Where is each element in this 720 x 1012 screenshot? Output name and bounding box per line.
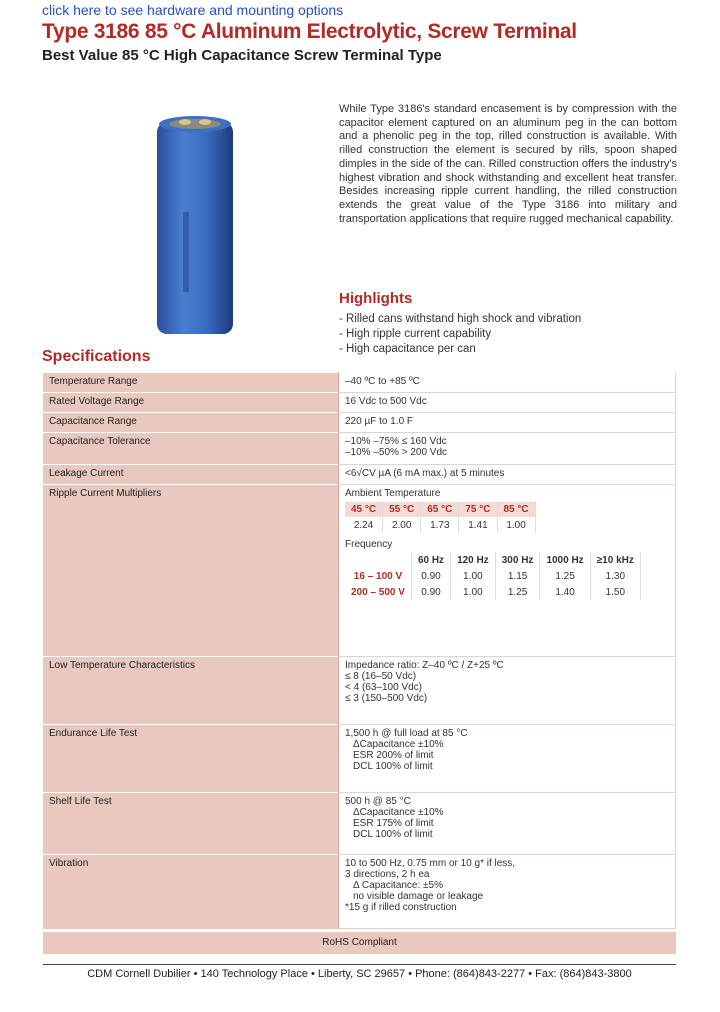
spec-value xyxy=(339,725,676,793)
freq-header: 1000 Hz xyxy=(540,553,590,569)
spec-value xyxy=(339,657,676,725)
temp-value: 2.24 xyxy=(345,518,383,534)
spec-label: Leakage Current xyxy=(43,465,339,485)
freq-value: 1.25 xyxy=(540,569,590,585)
spec-line: Δ Capacitance: ±5% xyxy=(353,880,443,891)
table-row xyxy=(43,725,676,793)
capacitor-image xyxy=(155,112,235,342)
freq-header: 300 Hz xyxy=(495,553,540,569)
spec-line: 3 directions, 2 h ea xyxy=(345,869,430,880)
spec-label: Capacitance Tolerance xyxy=(43,433,339,465)
voltage-range: 16 – 100 V xyxy=(345,569,411,585)
blank-cell xyxy=(345,553,411,569)
freq-header: 120 Hz xyxy=(451,553,496,569)
table-row xyxy=(43,413,676,433)
spec-label: Endurance Life Test xyxy=(43,725,339,793)
page-subtitle: Best Value 85 °C High Capacitance Screw Terminal Type xyxy=(42,47,442,64)
spec-line: ESR 200% of limit xyxy=(353,750,434,761)
ambient-temp-label: Ambient Temperature xyxy=(345,488,441,499)
table-row xyxy=(43,657,676,725)
spec-value xyxy=(339,855,676,929)
table-row xyxy=(43,465,676,485)
spec-label: Rated Voltage Range xyxy=(43,393,339,413)
spec-label: Ripple Current Multipliers xyxy=(43,485,339,657)
spec-line: no visible damage or leakage xyxy=(353,891,484,902)
highlight-item: - High capacitance per can xyxy=(339,343,476,355)
temp-value: 1.00 xyxy=(497,518,535,534)
spec-line: ΔCapacitance ±10% xyxy=(353,739,444,750)
spec-value xyxy=(339,485,676,657)
freq-value: 1.00 xyxy=(451,585,496,601)
spec-value: 220 µF to 1.0 F xyxy=(339,413,676,433)
table-row xyxy=(345,569,640,585)
table-row xyxy=(43,393,676,413)
freq-value: 1.15 xyxy=(495,569,540,585)
frequency-label: Frequency xyxy=(345,539,393,550)
temp-header: 65 °C xyxy=(421,502,459,518)
table-row xyxy=(43,793,676,855)
hardware-mounting-link[interactable]: click here to see hardware and mounting options xyxy=(42,2,344,18)
temp-header: 45 °C xyxy=(345,502,383,518)
temp-value: 1.41 xyxy=(459,518,497,534)
table-row xyxy=(345,585,640,601)
rohs-banner: RoHS Compliant xyxy=(43,932,676,954)
spec-line: ≤ 3 (150–500 Vdc) xyxy=(345,693,428,704)
freq-header: 60 Hz xyxy=(411,553,450,569)
temp-header: 75 °C xyxy=(459,502,497,518)
spec-label: Temperature Range xyxy=(43,373,339,393)
spec-value: –40 ºC to +85 ºC xyxy=(339,373,676,393)
freq-value: 1.40 xyxy=(540,585,590,601)
spec-line: ≤ 8 (16–50 Vdc) xyxy=(345,671,417,682)
specifications-title: Specifications xyxy=(42,348,151,365)
table-row xyxy=(345,518,535,534)
freq-value: 0.90 xyxy=(411,569,450,585)
spec-line: ΔCapacitance ±10% xyxy=(353,807,444,818)
ambient-temp-table xyxy=(345,501,536,533)
table-row xyxy=(43,433,676,465)
spec-line: ESR 175% of limit xyxy=(353,818,434,829)
spec-label: Vibration xyxy=(43,855,339,929)
highlight-item: - Rilled cans withstand high shock and vibration xyxy=(339,313,582,325)
specifications-table xyxy=(43,372,676,929)
highlights-title: Highlights xyxy=(339,290,413,307)
spec-line: 1,500 h @ full load at 85 °C xyxy=(345,728,468,739)
spec-value xyxy=(339,433,676,465)
spec-line: DCL 100% of limit xyxy=(353,761,433,772)
footer-divider xyxy=(43,964,676,965)
spec-line: –10% –50% > 200 Vdc xyxy=(345,447,448,458)
voltage-range: 200 – 500 V xyxy=(345,585,411,601)
highlight-item: - High ripple current capability xyxy=(339,328,492,340)
spec-line: –10% –75% ≤ 160 Vdc xyxy=(345,436,447,447)
intro-paragraph: While Type 3186's standard encasement is by compression with the capacitor element captured on an aluminum peg in the can bottom and a phenolic peg in the top, rilled construction is available. With rilled construction the element is secured by rills, spoon shaped dimples in the side of the can. Rilled construction offers the industry's highest vibration and shock withstanding and excellent heat transfer. Besides increasing ripple current handling, the rilled construction extends the great value of the Type 3186 into military and transportation applications that require rugged mechanical capability. xyxy=(339,103,677,225)
highlights-list xyxy=(339,312,581,357)
temp-value: 1.73 xyxy=(421,518,459,534)
spec-line: Impedance ratio: Z–40 ºC / Z+25 ºC xyxy=(345,660,504,671)
spec-value: 16 Vdc to 500 Vdc xyxy=(339,393,676,413)
temp-header: 85 °C xyxy=(497,502,535,518)
freq-value: 0.90 xyxy=(411,585,450,601)
spec-label: Capacitance Range xyxy=(43,413,339,433)
spec-label: Shelf Life Test xyxy=(43,793,339,855)
table-row xyxy=(43,855,676,929)
footer-contact: CDM Cornell Dubilier • 140 Technology Place • Liberty, SC 29657 • Phone: (864)843-2277 • Fax: (864)843-3800 xyxy=(87,968,632,980)
freq-header: ≥10 kHz xyxy=(590,553,640,569)
table-row xyxy=(345,502,535,518)
freq-value: 1.50 xyxy=(590,585,640,601)
spec-line: DCL 100% of limit xyxy=(353,829,433,840)
spec-line: 10 to 500 Hz, 0.75 mm or 10 g* if less, xyxy=(345,858,516,869)
spec-line: 500 h @ 85 °C xyxy=(345,796,411,807)
spec-line: *15 g if rilled construction xyxy=(345,902,457,913)
freq-value: 1.30 xyxy=(590,569,640,585)
table-row xyxy=(43,485,676,657)
spec-value: <6√CV µA (6 mA max.) at 5 minutes xyxy=(339,465,676,485)
freq-value: 1.00 xyxy=(451,569,496,585)
frequency-table xyxy=(345,552,641,600)
spec-value xyxy=(339,793,676,855)
spec-line: < 4 (63–100 Vdc) xyxy=(345,682,422,693)
spec-label: Low Temperature Characteristics xyxy=(43,657,339,725)
page-title: Type 3186 85 °C Aluminum Electrolytic, Screw Terminal xyxy=(42,20,577,43)
temp-header: 55 °C xyxy=(383,502,421,518)
table-row xyxy=(345,553,640,569)
freq-value: 1.25 xyxy=(495,585,540,601)
table-row xyxy=(43,373,676,393)
temp-value: 2.00 xyxy=(383,518,421,534)
